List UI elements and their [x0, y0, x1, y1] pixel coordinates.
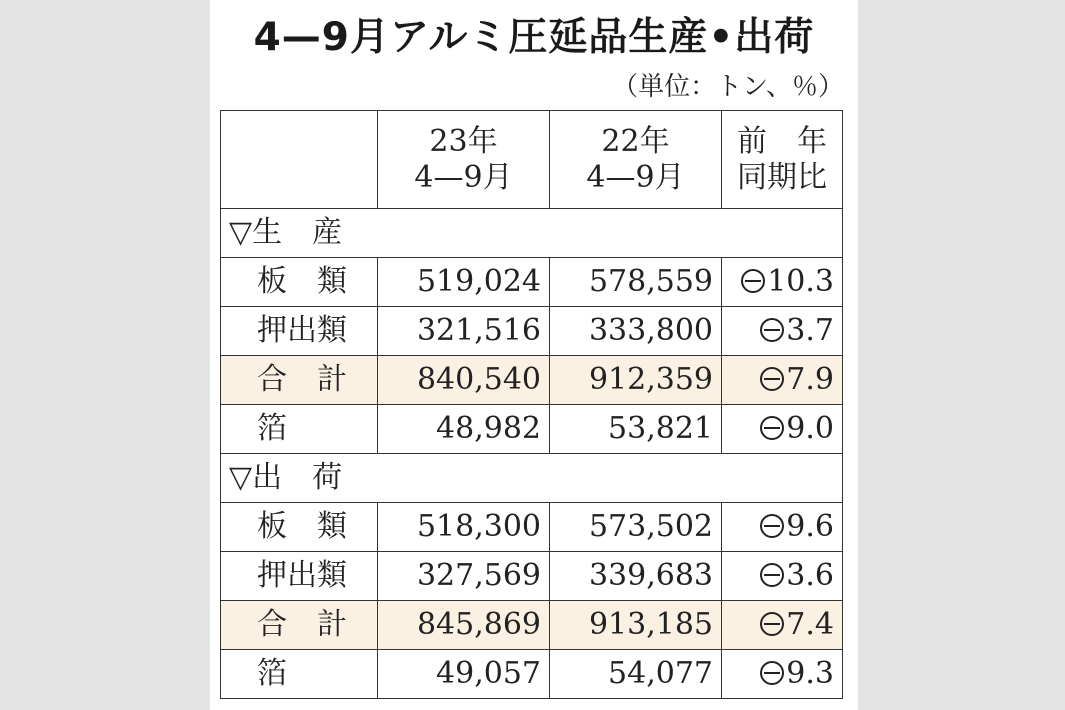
value-22: 573,502	[550, 503, 722, 552]
section-row-shipment	[221, 454, 843, 503]
table-row	[221, 258, 843, 307]
data-table	[220, 110, 843, 699]
value-22: 913,185	[550, 601, 722, 650]
row-label: 押出類	[221, 307, 378, 356]
ratio-cell	[722, 356, 843, 405]
ratio-value: 9.6	[786, 509, 834, 544]
section-label: ▽出 荷	[221, 454, 843, 503]
value-22: 339,683	[550, 552, 722, 601]
value-23: 519,024	[378, 258, 550, 307]
article-panel	[210, 0, 858, 710]
minus-circle-icon	[760, 563, 784, 587]
ratio-cell	[722, 307, 843, 356]
value-23: 327,569	[378, 552, 550, 601]
row-label: 合 計	[221, 601, 378, 650]
ratio-cell	[722, 405, 843, 454]
row-label: 箔	[221, 650, 378, 699]
header-blank	[221, 111, 378, 209]
row-label: 箔	[221, 405, 378, 454]
ratio-value: 9.3	[786, 656, 834, 691]
table-title: 4—9月アルミ圧延品生産•出荷	[253, 15, 815, 60]
table-row	[221, 650, 843, 699]
minus-circle-icon	[760, 514, 784, 538]
minus-circle-icon	[760, 367, 784, 391]
table-row	[221, 552, 843, 601]
table-row-total	[221, 356, 843, 405]
header-col-ratio: 前 年 同期比	[722, 111, 843, 209]
ratio-cell	[722, 503, 843, 552]
value-22: 578,559	[550, 258, 722, 307]
row-label: 合 計	[221, 356, 378, 405]
ratio-value: 9.0	[786, 411, 834, 446]
table-row	[221, 307, 843, 356]
ratio-value: 10.3	[767, 264, 834, 299]
section-row-production	[221, 209, 843, 258]
value-23: 48,982	[378, 405, 550, 454]
row-label: 板 類	[221, 503, 378, 552]
ratio-value: 3.7	[786, 313, 834, 348]
ratio-cell	[722, 601, 843, 650]
minus-circle-icon	[760, 318, 784, 342]
value-22: 912,359	[550, 356, 722, 405]
minus-circle-icon	[760, 661, 784, 685]
value-23: 845,869	[378, 601, 550, 650]
table-row	[221, 503, 843, 552]
ratio-cell	[722, 258, 843, 307]
ratio-value: 3.6	[786, 558, 834, 593]
minus-circle-icon	[760, 612, 784, 636]
ratio-cell	[722, 552, 843, 601]
value-23: 49,057	[378, 650, 550, 699]
minus-circle-icon	[741, 269, 765, 293]
row-label: 押出類	[221, 552, 378, 601]
header-col-23: 23年 4—9月	[378, 111, 550, 209]
ratio-value: 7.9	[786, 362, 834, 397]
value-23: 518,300	[378, 503, 550, 552]
value-22: 54,077	[550, 650, 722, 699]
row-label: 板 類	[221, 258, 378, 307]
header-row	[221, 111, 843, 209]
ratio-value: 7.4	[786, 607, 834, 642]
value-23: 840,540	[378, 356, 550, 405]
section-label: ▽生 産	[221, 209, 843, 258]
value-22: 53,821	[550, 405, 722, 454]
header-col-22: 22年 4—9月	[550, 111, 722, 209]
table-row-total	[221, 601, 843, 650]
ratio-cell	[722, 650, 843, 699]
minus-circle-icon	[760, 416, 784, 440]
table-row	[221, 405, 843, 454]
value-22: 333,800	[550, 307, 722, 356]
unit-note: （単位：トン、％）	[612, 72, 844, 102]
value-23: 321,516	[378, 307, 550, 356]
